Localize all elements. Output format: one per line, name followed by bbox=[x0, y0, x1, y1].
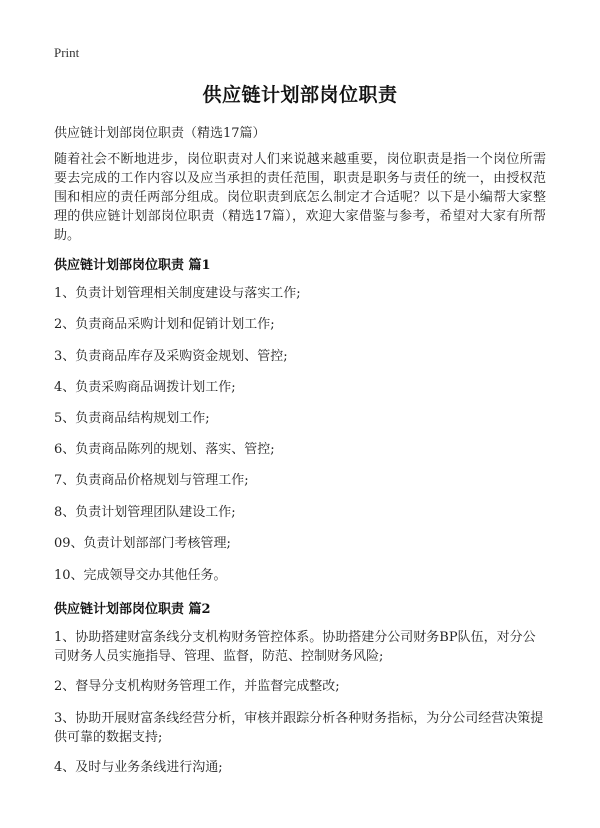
page-title: 供应链计划部岗位职责 bbox=[202, 84, 398, 106]
list-item: 4、负责采购商品调拨计划工作; bbox=[54, 380, 236, 395]
list-item: 5、负责商品结构规划工作; bbox=[54, 411, 210, 426]
section-heading-text: 供应链计划部岗位职责 篇2 bbox=[54, 602, 211, 617]
list-item: 7、负责商品价格规划与管理工作; bbox=[54, 473, 249, 488]
list-item: 1、协助搭建财富条线分支机构财务管控体系。协助搭建分公司财务BP队伍，对分公司财务人员实施指导、管理、监督，防范、控制财务风险; bbox=[54, 630, 536, 664]
list-item: 2、负责商品采购计划和促销计划工作; bbox=[54, 317, 275, 332]
section-heading-2 bbox=[54, 598, 546, 617]
list-item: 8、负责计划管理团队建设工作; bbox=[54, 505, 236, 520]
list-item: 1、负责计划管理相关制度建设与落实工作; bbox=[54, 286, 301, 301]
intro-paragraph: 随着社会不断地进步，岗位职责对人们来说越来越重要，岗位职责是指一个岗位所需要去完成的工作内容以及应当承担的责任范围，职责是职务与责任的统一，由授权范围和相应的责任两部分组成。岗位职责到底怎么制定才合适呢？以下是小编帮大家整理的供应链计划部岗位职责（精选17篇），欢迎大家借鉴与参考，希望对大家有所帮助。 bbox=[54, 152, 546, 243]
section-heading-1 bbox=[54, 254, 546, 273]
list-item: 4、及时与业务条线进行沟通; bbox=[54, 760, 223, 775]
list-item: 10、完成领导交办其他任务。 bbox=[54, 568, 227, 583]
section-heading-text: 供应链计划部岗位职责 篇1 bbox=[54, 258, 211, 273]
list-item: 3、负责商品库存及采购资金规划、管控; bbox=[54, 349, 288, 364]
list-item: 6、负责商品陈列的规划、落实、管控; bbox=[54, 442, 275, 457]
document-subtitle: 供应链计划部岗位职责（精选17篇） bbox=[54, 126, 266, 141]
list-item: 09、负责计划部部门考核管理; bbox=[54, 536, 231, 551]
list-item: 2、督导分支机构财务管理工作，并监督完成整改; bbox=[54, 679, 340, 694]
list-item: 3、协助开展财富条线经营分析，审核并跟踪分析各种财务指标，为分公司经营决策提供可靠的数据支持; bbox=[54, 711, 544, 745]
print-label[interactable]: Print bbox=[54, 45, 80, 60]
